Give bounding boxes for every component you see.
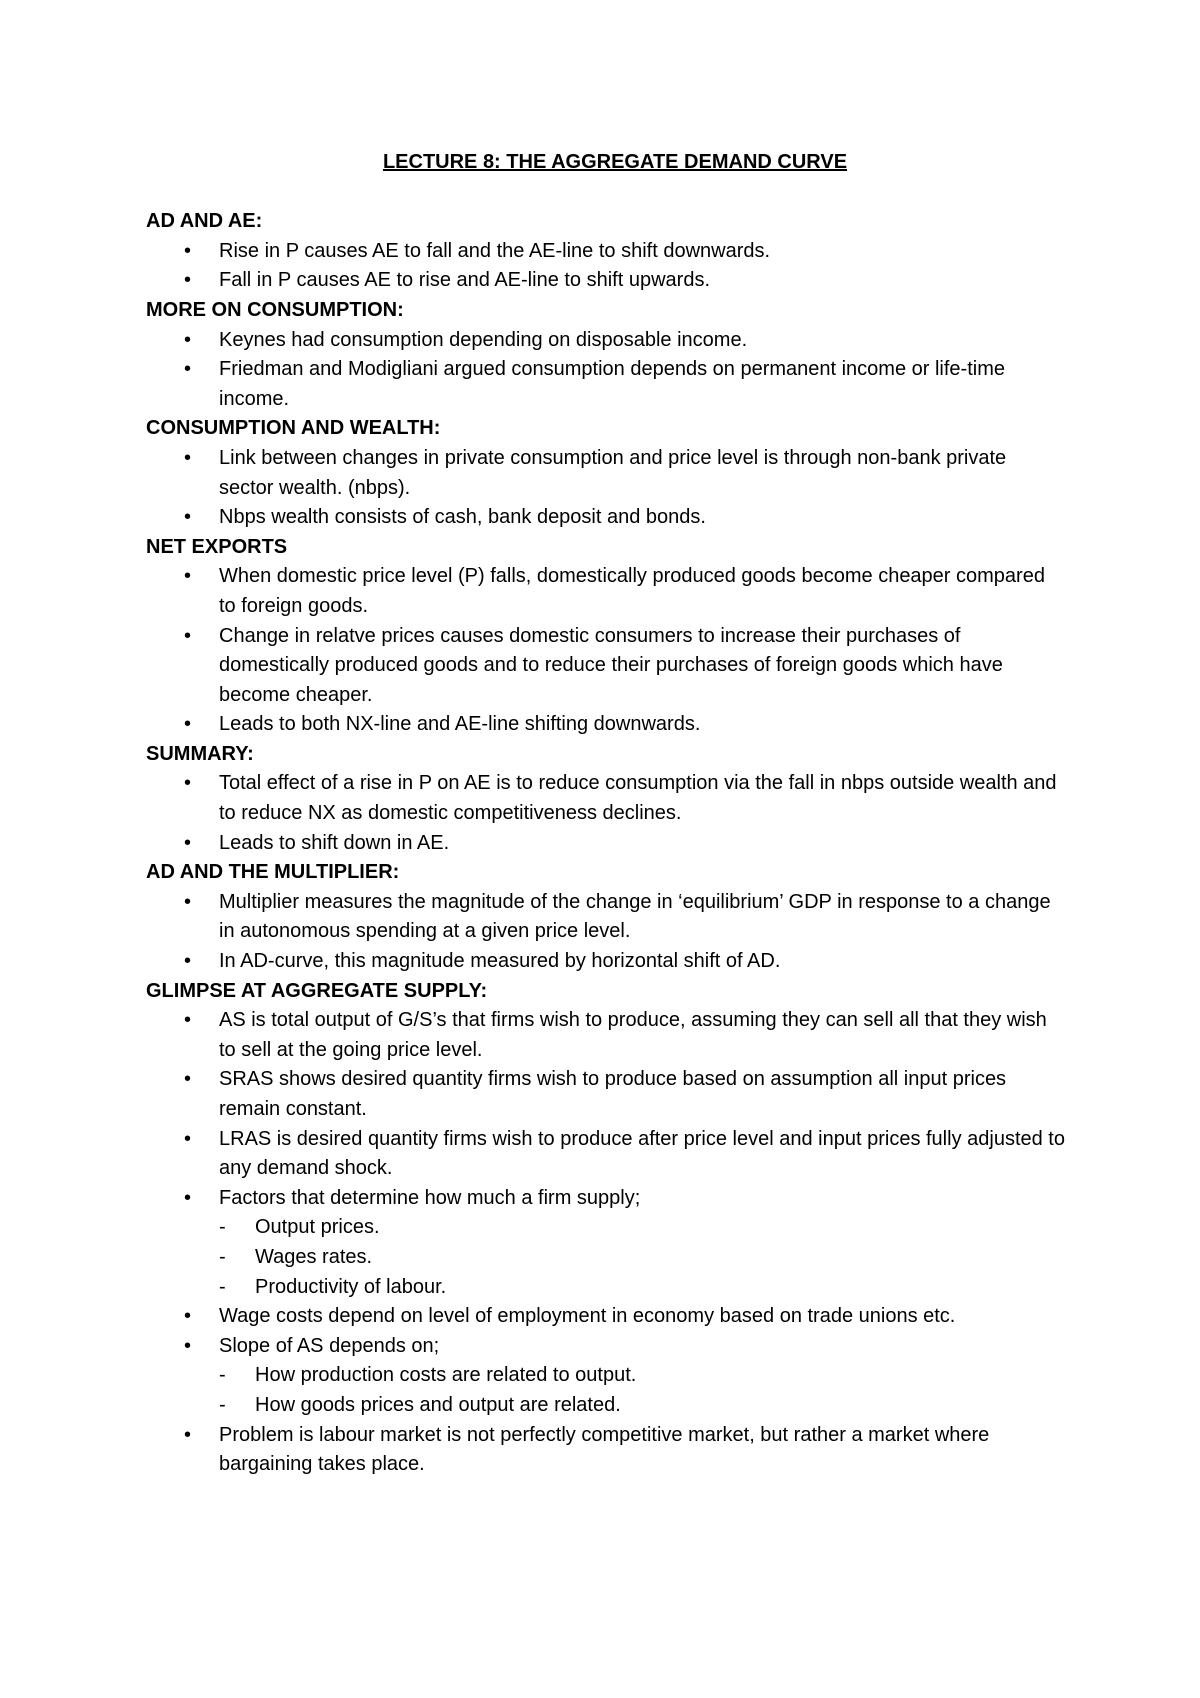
bullet-icon: • <box>184 1305 192 1328</box>
bullet-text: Multiplier measures the magnitude of the change in ‘equilibrium’ GDP in response to a change in autonomous spending at a given price level. <box>219 890 1051 943</box>
section-heading: AD AND THE MULTIPLIER: <box>146 861 400 884</box>
sub-item <box>146 1243 1066 1273</box>
bullet-text: Friedman and Modigliani argued consumption depends on permanent income or life-time income. <box>219 358 1005 410</box>
bullet-text: Keynes had consumption depending on disposable income. <box>219 328 748 351</box>
bullet-text: AS is total output of G/S’s that firms wish to produce, assuming they can sell all that they wish to sell at the going price level. <box>219 1009 1047 1061</box>
bullet-icon: • <box>184 446 192 469</box>
sub-item-text: How goods prices and output are related. <box>255 1393 621 1416</box>
bullet-icon: • <box>184 1009 192 1032</box>
section-heading: MORE ON CONSUMPTION: <box>146 298 404 321</box>
bullet-item <box>146 444 1066 503</box>
section-heading: GLIMPSE AT AGGREGATE SUPPLY: <box>146 979 488 1002</box>
sub-list <box>146 1361 1066 1420</box>
bullet-item <box>146 1421 1066 1480</box>
bullet-icon: • <box>184 713 192 736</box>
bullet-text: In AD-curve, this magnitude measured by horizontal shift of AD. <box>219 950 781 973</box>
bullet-list <box>146 769 1066 858</box>
bullet-text: Rise in P causes AE to fall and the AE-line to shift downwards. <box>219 239 771 262</box>
sub-item <box>146 1213 1066 1243</box>
bullet-item <box>146 562 1066 621</box>
bullet-text: Leads to shift down in AE. <box>219 831 450 854</box>
section-heading: AD AND AE: <box>146 210 263 233</box>
bullet-list <box>146 888 1066 977</box>
bullet-item <box>146 237 1066 267</box>
bullet-item <box>146 1125 1066 1184</box>
bullet-text: Wage costs depend on level of employment in economy based on trade unions etc. <box>219 1305 956 1328</box>
bullet-text: LRAS is desired quantity firms wish to produce after price level and input prices fully adjusted to any demand shock. <box>219 1127 1065 1180</box>
sub-item <box>146 1361 1066 1391</box>
dash-icon: - <box>219 1393 226 1416</box>
sub-item-text: Output prices. <box>255 1216 380 1239</box>
bullet-item <box>146 266 1066 296</box>
section-heading: NET EXPORTS <box>146 535 288 558</box>
section <box>146 533 1066 740</box>
document-page <box>146 148 1066 1480</box>
bullet-icon: • <box>184 1423 192 1446</box>
sub-item-text: Wages rates. <box>255 1245 373 1268</box>
bullet-item <box>146 888 1066 947</box>
bullet-icon: • <box>184 328 192 351</box>
bullet-icon: • <box>184 1127 192 1150</box>
sub-item-text: How production costs are related to output. <box>255 1364 637 1387</box>
bullet-icon: • <box>184 1186 192 1209</box>
sub-list <box>146 1213 1066 1302</box>
sub-item <box>146 1391 1066 1421</box>
bullet-text: Fall in P causes AE to rise and AE-line to shift upwards. <box>219 269 710 292</box>
sub-item-text: Productivity of labour. <box>255 1275 447 1298</box>
section <box>146 977 1066 1480</box>
sections-container <box>146 207 1066 1480</box>
bullet-list <box>146 1006 1066 1480</box>
section-heading: CONSUMPTION AND WEALTH: <box>146 417 441 440</box>
section <box>146 207 1066 296</box>
bullet-item <box>146 710 1066 740</box>
bullet-item <box>146 1332 1066 1362</box>
bullet-text: Problem is labour market is not perfectly competitive market, but rather a market where bargaining takes place. <box>219 1423 990 1476</box>
bullet-icon: • <box>184 506 192 529</box>
bullet-text: Nbps wealth consists of cash, bank deposit and bonds. <box>219 506 706 529</box>
bullet-icon: • <box>184 950 192 973</box>
bullet-item <box>146 326 1066 356</box>
bullet-item <box>146 1184 1066 1214</box>
bullet-icon: • <box>184 1068 192 1091</box>
bullet-icon: • <box>184 565 192 588</box>
bullet-text: Slope of AS depends on; <box>219 1334 440 1357</box>
bullet-icon: • <box>184 1334 192 1357</box>
bullet-item <box>146 1065 1066 1124</box>
bullet-item <box>146 1302 1066 1332</box>
bullet-icon: • <box>184 239 192 262</box>
bullet-item <box>146 355 1066 414</box>
bullet-item <box>146 503 1066 533</box>
bullet-item <box>146 829 1066 859</box>
dash-icon: - <box>219 1245 226 1268</box>
bullet-icon: • <box>184 358 192 381</box>
dash-icon: - <box>219 1364 226 1387</box>
section <box>146 414 1066 532</box>
document-title: LECTURE 8: THE AGGREGATE DEMAND CURVE <box>382 151 848 173</box>
bullet-item <box>146 622 1066 711</box>
bullet-text: Link between changes in private consumption and price level is through non-bank private sector wealth. (nbps). <box>219 446 1007 499</box>
bullet-list <box>146 562 1066 740</box>
sub-item <box>146 1273 1066 1303</box>
bullet-item <box>146 1006 1066 1065</box>
section <box>146 296 1066 414</box>
bullet-text: SRAS shows desired quantity firms wish to produce based on assumption all input prices remain constant. <box>219 1068 1007 1120</box>
section <box>146 858 1066 976</box>
bullet-item <box>146 769 1066 828</box>
bullet-icon: • <box>184 831 192 854</box>
bullet-icon: • <box>184 772 192 795</box>
bullet-list <box>146 444 1066 533</box>
bullet-text: Leads to both NX-line and AE-line shifting downwards. <box>219 713 701 736</box>
bullet-text: Factors that determine how much a firm supply; <box>219 1186 641 1209</box>
bullet-list <box>146 326 1066 415</box>
bullet-text: Change in relatve prices causes domestic consumers to increase their purchases of domestically produced goods and to reduce their purchases of foreign goods which have become cheaper. <box>219 624 1003 706</box>
section-heading: SUMMARY: <box>146 742 254 765</box>
bullet-list <box>146 237 1066 296</box>
section <box>146 740 1066 858</box>
bullet-icon: • <box>184 890 192 913</box>
bullet-icon: • <box>184 624 192 647</box>
bullet-icon: • <box>184 269 192 292</box>
bullet-text: Total effect of a rise in P on AE is to reduce consumption via the fall in nbps outside wealth and to reduce NX as domestic competitiveness declines. <box>219 772 1057 825</box>
bullet-item <box>146 947 1066 977</box>
dash-icon: - <box>219 1275 226 1298</box>
dash-icon: - <box>219 1216 226 1239</box>
bullet-text: When domestic price level (P) falls, domestically produced goods become cheaper compared to foreign goods. <box>219 565 1045 617</box>
